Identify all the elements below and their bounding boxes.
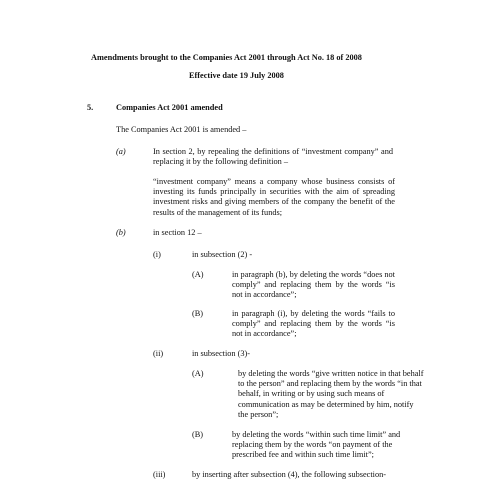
sub-ii-A-text: [238, 369, 423, 420]
section-number: 5.: [87, 103, 94, 112]
para-a-label: (a): [116, 147, 126, 156]
sub-i-A-text: in paragraph (b), by deleting the words “does not comply” and replacing them by the words “is not in accordance”;: [232, 270, 395, 300]
sub-iii-text: by inserting after subsection (4), the following subsection-: [192, 470, 387, 479]
document-title: Amendments brought to the Companies Act 2001 through Act No. 18 of 2008: [91, 53, 362, 62]
text-line: communication as may be determined by him, notify: [238, 399, 414, 409]
sub-ii-B-text: [232, 430, 400, 461]
text-line: replacing them by the words “on payment of the: [232, 440, 393, 450]
sub-ii-B-label: (B): [192, 430, 204, 439]
sub-i-A-label: (A): [192, 270, 204, 279]
sub-i-B-text: in paragraph (i), by deleting the words “fails to comply” and replacing them by the words “is not in accordance”;: [232, 309, 395, 339]
section-heading: Companies Act 2001 amended: [116, 103, 223, 112]
para-a-text: In section 2, by repealing the definitions of “investment company” and replacing it by the following definition –: [153, 147, 393, 167]
text-line: prescribed fee and within such time limit”;: [232, 450, 374, 460]
text-line: to the person” and replacing them by the words “in that: [238, 379, 422, 389]
sub-i-label: (i): [153, 250, 161, 259]
para-b-text: in section 12 –: [153, 228, 202, 237]
effective-date: Effective date 19 July 2008: [189, 71, 284, 80]
text-line: by deleting the words “within such time limit” and: [232, 430, 401, 439]
sub-i-B-label: (B): [192, 309, 204, 318]
investment-company-definition: “investment company” means a company whose business consists of investing its funds principally in securities with the aim of spreading investment risks and giving members of the company the benefit of the results of the management of its funds;: [153, 177, 395, 217]
text-line: the person”;: [238, 409, 279, 419]
text-line: by deleting the words “give written notice in that behalf: [238, 369, 424, 378]
text-line: behalf, in writing or by using such means of: [238, 389, 385, 399]
sub-ii-label: (ii): [153, 349, 164, 358]
section-intro: The Companies Act 2001 is amended –: [116, 125, 247, 134]
sub-iii-label: (iii): [153, 470, 166, 479]
sub-ii-A-label: (A): [192, 369, 204, 378]
para-b-label: (b): [116, 228, 126, 237]
sub-i-text: in subsection (2) -: [192, 250, 253, 259]
sub-ii-text: in subsection (3)-: [192, 349, 251, 358]
